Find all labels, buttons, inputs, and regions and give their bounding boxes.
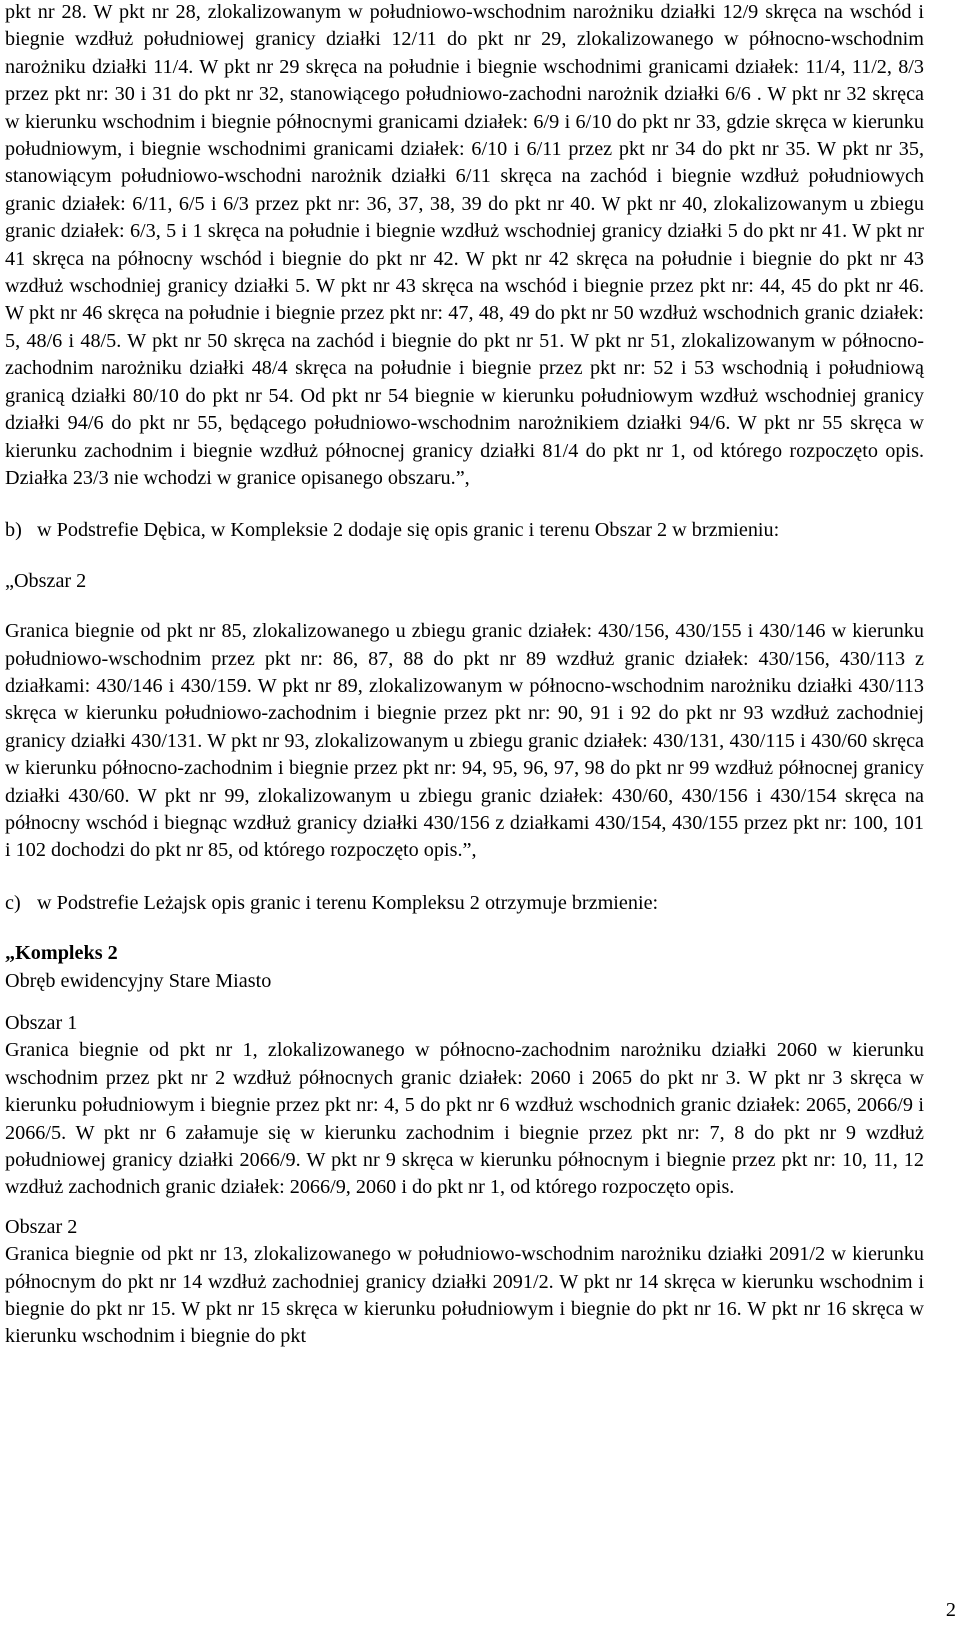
list-item-c-label: c) (5, 891, 21, 914)
obszar-2-heading: „Obszar 2 (5, 569, 87, 592)
list-item-b-text: w Podstrefie Dębica, w Kompleksie 2 dodaje się opis granic i terenu Obszar 2 w brzmieniu: (37, 519, 780, 542)
obszar-1-label: Obszar 1 (5, 1012, 78, 1034)
kompleks-2-heading (5, 940, 924, 967)
obreb-label: Obręb ewidencyjny Stare Miasto (5, 969, 272, 992)
paragraph-obszar-2b-description: Granica biegnie od pkt nr 13, zlokalizowanego w południowo-wschodnim narożniku działki 2091/2 w kierunku północnym do pkt nr 14 wzdłuż zachodniej granicy działki 2091/2. W pkt nr 14 skręca w kierunku wschodnim i biegnie do pkt nr 15. W pkt nr 15 skręca w kierunku południowym i biegnie do pkt nr 16. W pkt nr 16 skręca w kierunku wschodnim i biegnie do pkt (5, 1243, 924, 1348)
list-item-b-label: b) (5, 519, 22, 542)
paragraph-obszar-1-description: Granica biegnie od pkt nr 1, zlokalizowanego w północno-zachodnim narożniku działki 2060 w kierunku wschodnim przez pkt nr 2 wzdłuż północnych granic działek: 2060 i 2065 do pkt nr 3. W pkt nr 3 skręca w kierunku południowym i biegnie przez pkt nr: 4, 5 do pkt nr 6 wzdłuż wschodnich granic działek: 2065, 2066/9 i 2066/5. W pkt nr 6 załamuje się w kierunku zachodnim i biegnie przez pkt nr: 7, 8 do pkt nr 9 wzdłuż południowej granicy działki 2066/9. W pkt nr 9 skręca w kierunku północnym i biegnie przez pkt nr: 10, 11, 12 wzdłuż zachodnich granic działek: 2066/9, 2060 i do pkt nr 1, od którego rozpoczęto opis. (5, 1039, 924, 1199)
paragraph-obszar-2-description: Granica biegnie od pkt nr 85, zlokalizowanego u zbiegu granic działek: 430/156, 430/155 i 430/146 w kierunku południowo-wschodnim przez pkt nr: 86, 87, 88 do pkt nr 89 wzdłuż granic działek: 430/156, 430/113 z działkami: 430/146 i 430/159. W pkt nr 89, zlokalizowanym w północno-wschodnim narożniku działki 430/113 skręca w kierunku południowo-zachodnim i biegnie przez pkt nr: 90, 91 i 92 do pkt nr 93 wzdłuż zachodniej granicy działki 430/131. W pkt nr 93, zlokalizowanym u zbiegu granic działek: 430/131, 430/115 i 430/60 skręca w kierunku północno-zachodnim i biegnie przez pkt nr: 94, 95, 96, 97, 98 do pkt nr 99 wzdłuż północnej granicy działki 430/60. W pkt nr 99, zlokalizowanym u zbiegu granic działek: 430/60, 430/156 i 430/154 skręca na północny wschód i biegnąc wzdłuż granicy działki 430/156 z działkami 430/154, 430/155 przez pkt nr: 100, 101 i 102 dochodzi do pkt nr 85, od którego rozpoczęto opis.”, (5, 620, 924, 862)
page-number: 2 (945, 1599, 956, 1621)
paragraph-kompleks-description-continuation: pkt nr 28. W pkt nr 28, zlokalizowanym w południowo-wschodnim narożniku działki 12/9 skręca na wschód i biegnie wzdłuż południowej granicy działki 12/11 do pkt nr 29, zlokalizowanego w północno-wschodnim narożniku działki 11/4. W pkt nr 29 skręca na południe i biegnie wschodnimi granicami działek: 11/4, 11/2, 8/3 przez pkt nr: 30 i 31 do pkt nr 32, stanowiącego południowo-zachodni narożnik działki 6/6 . W pkt nr 32 skręca w kierunku wschodnim i biegnie północnymi granicami działek: 6/9 i 6/10 do pkt nr 33, gdzie skręca w kierunku południowym, i biegnie wschodnimi granicami działek: 6/10 i 6/11 przez pkt nr 34 do pkt nr 35. W pkt nr 35, stanowiącym południowo-wschodni narożnik działki 6/11 skręca na zachód i biegnie wzdłuż południowych granic działek: 6/11, 6/5 i 6/3 przez pkt nr: 36, 37, 38, 39 do pkt nr 40. W pkt nr 40, zlokalizowanym u zbiegu granic działek: 6/3, 5 i 1 skręca na południe i biegnie wzdłuż wschodniej granicy działki 5 do pkt nr 41. W pkt nr 41 skręca na północny wschód i biegnie do pkt nr 42. W pkt nr 42 skręca na południe i biegnie do pkt nr 43 wzdłuż wschodniej granicy działki 5. W pkt nr 43 skręca na wschód i biegnie przez pkt nr: 44, 45 do pkt nr 46. W pkt nr 46 skręca na południe i biegnie przez pkt nr: 47, 48, 49 do pkt nr 50 wzdłuż wschodnich granic działek: 5, 48/6 i 48/5. W pkt nr 50 skręca na zachód i biegnie do pkt nr 51. W pkt nr 51, zlokalizowanym w północno-zachodnim narożniku działki 48/4 skręca na południe i biegnie przez pkt nr: 52 i 53 wschodnią i południową granicą działki 80/10 do pkt nr 54. Od pkt nr 54 biegnie w kierunku południowym wzdłuż wschodniej granicy działki 94/6 do pkt nr 55, będącego południowo-wschodnim narożnikiem działki 94/6. W pkt nr 55 skręca w kierunku zachodnim i biegnie wzdłuż północnej granicy działki 81/4 do pkt nr 1, od którego rozpoczęto opis. Działka 23/3 nie wchodzi w granice opisanego obszaru.”, (5, 1, 924, 489)
obszar-2b-label: Obszar 2 (5, 1215, 78, 1238)
list-item-c (5, 890, 924, 917)
kompleks-2-heading-text: „Kompleks 2 (5, 942, 118, 965)
list-item-b (5, 517, 924, 544)
list-item-c-text: w Podstrefie Leżajsk opis granic i terenu Kompleksu 2 otrzymuje brzmienie: (37, 891, 659, 914)
